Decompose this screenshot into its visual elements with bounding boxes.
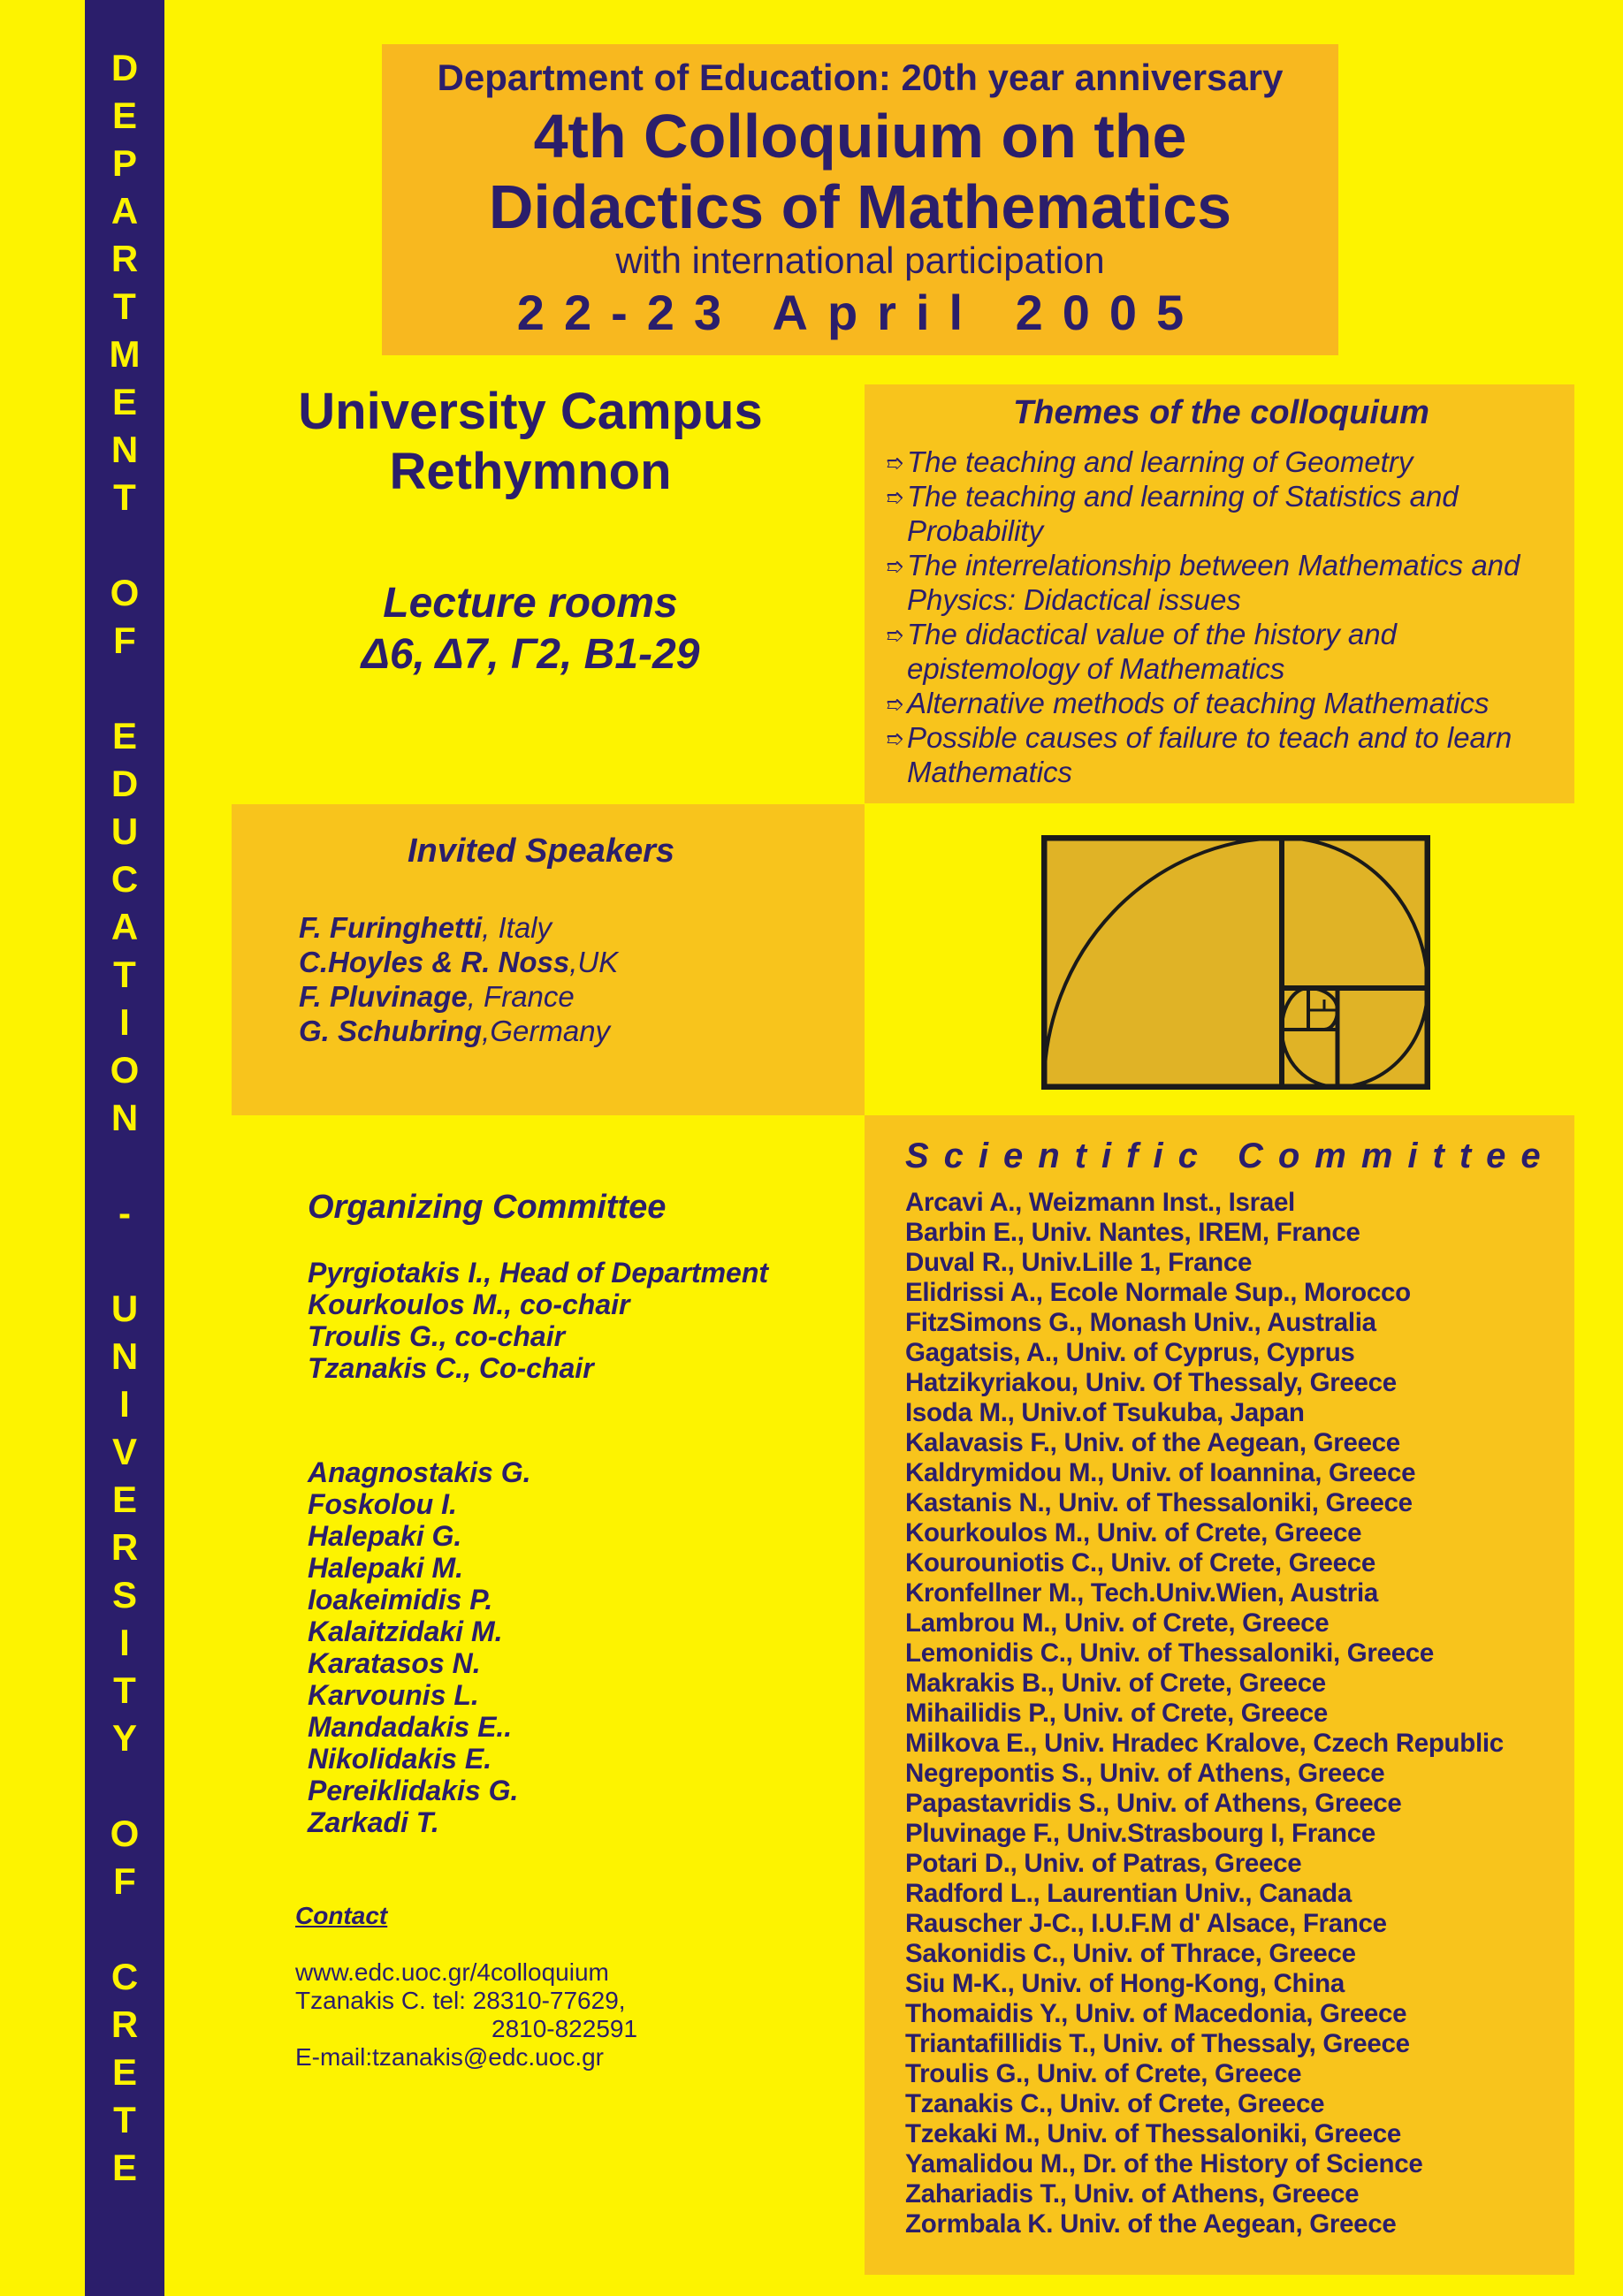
scientific-member: Arcavi A., Weizmann Inst., Israel xyxy=(905,1188,1295,1217)
lecture-rooms-label: Lecture rooms xyxy=(383,580,678,627)
arrow-bullet-icon: ➱ xyxy=(886,452,904,475)
campus-line2: Rethymnon xyxy=(389,443,672,500)
organizing-member: Nikolidakis E. xyxy=(308,1743,492,1775)
side-banner-letter: Y xyxy=(111,1717,137,1759)
theme-item xyxy=(886,617,1557,686)
side-banner-letter: R xyxy=(110,2003,139,2045)
side-banner-letter: O xyxy=(110,572,140,613)
location-block xyxy=(230,382,831,680)
scientific-member: FitzSimons G., Monash Univ., Australia xyxy=(905,1308,1376,1337)
scientific-member: Sakonidis C., Univ. of Thrace, Greece xyxy=(905,1939,1356,1968)
speaker-country: ,UK xyxy=(569,946,619,978)
scientific-member: Negrepontis S., Univ. of Athens, Greece xyxy=(905,1759,1385,1788)
side-banner-letter: T xyxy=(113,1669,136,1711)
speaker-country: ,Germany xyxy=(482,1015,611,1047)
scientific-member: Siu M-K., Univ. of Hong-Kong, China xyxy=(905,1969,1345,1998)
themes-list xyxy=(886,445,1557,789)
colloquium-title-line2: Didactics of Mathematics xyxy=(488,172,1232,241)
side-banner-letter: E xyxy=(111,1479,137,1520)
theme-text: The interrelationship between Mathematics and Physics: Didactical issues xyxy=(907,549,1520,616)
themes-title: Themes of the colloquium xyxy=(1013,394,1429,431)
arrow-bullet-icon: ➱ xyxy=(886,727,904,751)
side-banner-letter: T xyxy=(113,476,136,518)
organizing-chairs-list xyxy=(308,1257,838,1384)
theme-item xyxy=(886,479,1557,548)
scientific-member: Mihailidis P., Univ. of Crete, Greece xyxy=(905,1699,1328,1728)
organizing-member: Karatasos N. xyxy=(308,1647,481,1679)
invited-speakers-list xyxy=(299,910,618,1048)
side-banner-letter: E xyxy=(111,715,137,756)
scientific-member: Zormbala K. Univ. of the Aegean, Greece xyxy=(905,2209,1397,2239)
arrow-bullet-icon: ➱ xyxy=(886,624,904,648)
theme-item xyxy=(886,720,1557,789)
side-banner-letters xyxy=(85,44,164,2192)
side-banner-letter: R xyxy=(110,238,139,279)
side-banner-letter: T xyxy=(113,2099,136,2140)
side-banner-letter: S xyxy=(111,1574,137,1616)
scientific-member: Gagatsis, A., Univ. of Cyprus, Cyprus xyxy=(905,1338,1355,1367)
speaker-name: F. Pluvinage xyxy=(299,980,468,1013)
contact-title: Contact xyxy=(295,1902,388,1929)
theme-item xyxy=(886,445,1557,479)
side-banner-letter: T xyxy=(113,285,136,327)
anniversary-line: Department of Education: 20th year anniversary xyxy=(437,57,1284,98)
side-banner-letter: T xyxy=(113,954,136,995)
scientific-member: Lemonidis C., Univ. of Thessaloniki, Greece xyxy=(905,1638,1435,1668)
scientific-member: Papastavridis S., Univ. of Athens, Greece xyxy=(905,1789,1402,1818)
organizing-member: Kalaitzidaki M. xyxy=(308,1616,503,1647)
organizing-member: Anagnostakis G. xyxy=(308,1456,531,1488)
arrow-bullet-icon: ➱ xyxy=(886,693,904,717)
scientific-member: Hatzikyriakou, Univ. Of Thessaly, Greece xyxy=(905,1368,1397,1397)
organizing-committee xyxy=(308,1186,838,1838)
organizing-committee-title: Organizing Committee xyxy=(308,1189,667,1226)
subtitle: with international participation xyxy=(615,239,1105,281)
colloquium-title-line1: 4th Colloquium on the xyxy=(533,102,1187,171)
scientific-member: Duval R., Univ.Lille 1, France xyxy=(905,1248,1253,1277)
scientific-member: Radford L., Laurentian Univ., Canada xyxy=(905,1879,1352,1908)
scientific-committee-box xyxy=(865,1115,1574,2275)
scientific-member: Tzanakis C., Univ. of Crete, Greece xyxy=(905,2089,1325,2118)
organizing-chair: Pyrgiotakis I., Head of Department xyxy=(308,1257,769,1289)
scientific-member: Milkova E., Univ. Hradec Kralove, Czech Republic xyxy=(905,1729,1504,1758)
golden-spiral-icon xyxy=(1041,835,1430,1090)
side-banner-letter: P xyxy=(111,142,137,184)
side-banner-letter: D xyxy=(110,47,139,88)
side-banner-letter: F xyxy=(113,1860,136,1902)
side-banner-letter: M xyxy=(109,333,141,375)
scientific-member: Elidrissi A., Ecole Normale Sup., Morocco xyxy=(905,1278,1411,1307)
theme-item xyxy=(886,548,1557,617)
speaker-item xyxy=(299,910,618,945)
organizing-member: Ioakeimidis P. xyxy=(308,1584,493,1616)
side-banner-letter: D xyxy=(110,763,139,804)
scientific-member: Kourouniotis C., Univ. of Crete, Greece xyxy=(905,1548,1375,1578)
theme-text: The teaching and learning of Geometry xyxy=(907,445,1413,478)
scientific-member: Isoda M., Univ.of Tsukuba, Japan xyxy=(905,1398,1305,1427)
side-banner-letter: A xyxy=(110,906,139,947)
speaker-country: , Italy xyxy=(482,911,552,944)
side-banner-letter: I xyxy=(119,1001,130,1043)
scientific-member: Barbin E., Univ. Nantes, IREM, France xyxy=(905,1218,1360,1247)
side-banner-letter: E xyxy=(111,381,137,422)
phone-line: Tzanakis C. tel: 28310-77629, xyxy=(295,1987,626,2014)
scientific-member: Potari D., Univ. of Patras, Greece xyxy=(905,1849,1302,1878)
scientific-member: Tzekaki M., Univ. of Thessaloniki, Greece xyxy=(905,2119,1401,2148)
side-banner-letter: U xyxy=(110,810,139,852)
scientific-member: Kronfellner M., Tech.Univ.Wien, Austria xyxy=(905,1578,1378,1608)
arrow-bullet-icon: ➱ xyxy=(886,486,904,510)
side-banner-letter: N xyxy=(110,1335,139,1377)
side-banner-letter: N xyxy=(110,429,139,470)
invited-speakers-box xyxy=(232,804,865,1115)
scientific-member: Lambrou M., Univ. of Crete, Greece xyxy=(905,1608,1330,1638)
contact-block xyxy=(295,1902,790,2072)
side-banner-letter: E xyxy=(111,95,137,136)
scientific-member: Rauscher J-C., I.U.F.M d' Alsace, France xyxy=(905,1909,1387,1938)
invited-speakers-title: Invited Speakers xyxy=(407,832,675,870)
organizing-member: Halepaki M. xyxy=(308,1552,464,1584)
side-banner-letter: I xyxy=(119,1622,130,1663)
side-banner-letter: C xyxy=(110,1956,139,1997)
scientific-member: Yamalidou M., Dr. of the History of Science xyxy=(905,2149,1423,2178)
side-banner-letter: I xyxy=(119,1383,130,1425)
side-banner-letter: E xyxy=(111,2147,137,2188)
side-banner-letter: O xyxy=(110,1813,140,1854)
side-banner xyxy=(85,0,164,2296)
organizing-member: Zarkadi T. xyxy=(308,1806,439,1838)
scientific-member: Zahariadis T., Univ. of Athens, Greece xyxy=(905,2179,1360,2209)
organizing-chair: Troulis G., co-chair xyxy=(308,1320,566,1352)
header-box xyxy=(382,44,1338,355)
theme-text: Alternative methods of teaching Mathematics xyxy=(907,687,1490,719)
scientific-member: Kaldrymidou M., Univ. of Ioannina, Greece xyxy=(905,1458,1416,1487)
side-banner-letter: R xyxy=(110,1526,139,1568)
theme-text: The didactical value of the history and epistemology of Mathematics xyxy=(907,618,1397,685)
organizing-member: Foskolou I. xyxy=(308,1488,457,1520)
organizing-member: Pereiklidakis G. xyxy=(308,1775,519,1806)
side-banner-letter: N xyxy=(110,1097,139,1138)
scientific-member: Makrakis B., Univ. of Crete, Greece xyxy=(905,1669,1326,1698)
speaker-name: F. Furinghetti xyxy=(299,911,483,944)
event-dates: 22-23 April 2005 xyxy=(516,285,1204,340)
side-banner-letter: F xyxy=(113,620,136,661)
organizing-member: Karvounis L. xyxy=(308,1679,479,1711)
themes-box xyxy=(865,384,1574,803)
scientific-member: Triantafillidis T., Univ. of Thessaly, Greece xyxy=(905,2029,1410,2058)
theme-text: Possible causes of failure to teach and to learn Mathematics xyxy=(907,721,1513,788)
scientific-committee-list xyxy=(905,1188,1504,2239)
side-banner-letter: U xyxy=(110,1288,139,1329)
scientific-committee-title: Scientific Committee xyxy=(905,1137,1556,1175)
organizing-chair: Kourkoulos M., co-chair xyxy=(308,1289,630,1320)
organizing-member: Mandadakis E.. xyxy=(308,1711,513,1743)
speaker-item xyxy=(299,1014,618,1048)
scientific-member: Kastanis N., Univ. of Thessaloniki, Greece xyxy=(905,1488,1413,1517)
scientific-member: Kourkoulos M., Univ. of Crete, Greece xyxy=(905,1518,1362,1547)
organizing-members-list xyxy=(308,1456,838,1838)
side-banner-letter: - xyxy=(118,1192,131,1234)
organizing-member: Halepaki G. xyxy=(308,1520,462,1552)
side-banner-letter: A xyxy=(110,190,139,232)
scientific-member: Pluvinage F., Univ.Strasbourg I, France xyxy=(905,1819,1375,1848)
speaker-item xyxy=(299,979,618,1014)
organizing-chair: Tzanakis C., Co-chair xyxy=(308,1352,594,1384)
side-banner-letter: C xyxy=(110,858,139,900)
website-link[interactable]: www.edc.uoc.gr/4colloquium xyxy=(295,1958,609,1986)
scientific-member: Kalavasis F., Univ. of the Aegean, Greece xyxy=(905,1428,1400,1457)
speaker-name: C.Hoyles & R. Noss xyxy=(299,946,570,978)
theme-item xyxy=(886,686,1557,720)
campus-line1: University Campus xyxy=(298,383,763,440)
speaker-item xyxy=(299,945,618,979)
speaker-name: G. Schubring xyxy=(299,1015,483,1047)
scientific-member: Troulis G., Univ. of Crete, Greece xyxy=(905,2059,1302,2088)
speaker-country: , France xyxy=(467,980,575,1013)
arrow-bullet-icon: ➱ xyxy=(886,555,904,579)
lecture-rooms-list: Δ6, Δ7, Γ2, Β1-29 xyxy=(361,631,700,678)
email-link[interactable]: E-mail:tzanakis@edc.uoc.gr xyxy=(295,2043,605,2071)
side-banner-letter: O xyxy=(110,1049,140,1091)
side-banner-letter: E xyxy=(111,2051,137,2093)
side-banner-letter: V xyxy=(111,1431,137,1472)
scientific-member: Thomaidis Y., Univ. of Macedonia, Greece xyxy=(905,1999,1407,2028)
theme-text: The teaching and learning of Statistics and Probability xyxy=(907,480,1459,547)
phone-secondary: 2810-822591 xyxy=(491,2015,638,2042)
